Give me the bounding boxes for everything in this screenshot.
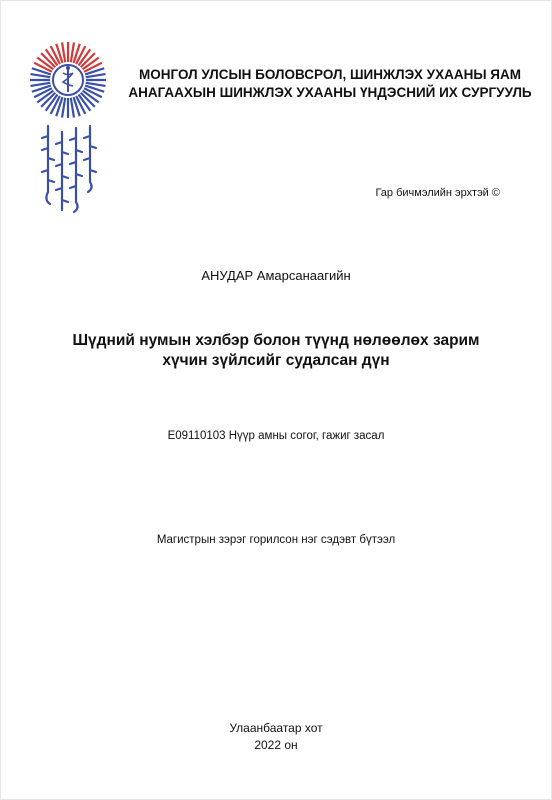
specialty-code: Е09110103 Нүүр амны согог, гажиг засал [167,430,385,442]
degree-statement: Магистрын зэрэг горилсон нэг сэдэвт бүтээл [156,534,396,546]
place-and-year [0,720,552,754]
header-university-line: АНАГААХЫН ШИНЖЛЭХ УХААНЫ ҮНДЭСНИЙ ИХ СУРГУУЛЬ [128,85,532,100]
thesis-title-line2: хүчин зүйлсийг судалсан дүн [162,352,390,369]
ministry-header [120,66,540,102]
author-name: АНУДАР Амарсанаагийн [201,268,351,283]
thesis-title [40,331,512,371]
year: 2022 он [254,738,298,752]
header-ministry-line: МОНГОЛ УЛСЫН БОЛОВСРОЛ, ШИНЖЛЭХ УХААНЫ ЯАМ [138,67,521,82]
university-emblem-icon [28,40,108,120]
thesis-title-line1: Шүдний нумын хэлбэр болон түүнд нөлөөлөх зарим [72,332,480,349]
copyright-notice: Гар бичмэлийн эрхтэй © [375,187,500,199]
mongolian-script-emblem [34,122,104,218]
place-city: Улаанбаатар хот [229,721,323,735]
